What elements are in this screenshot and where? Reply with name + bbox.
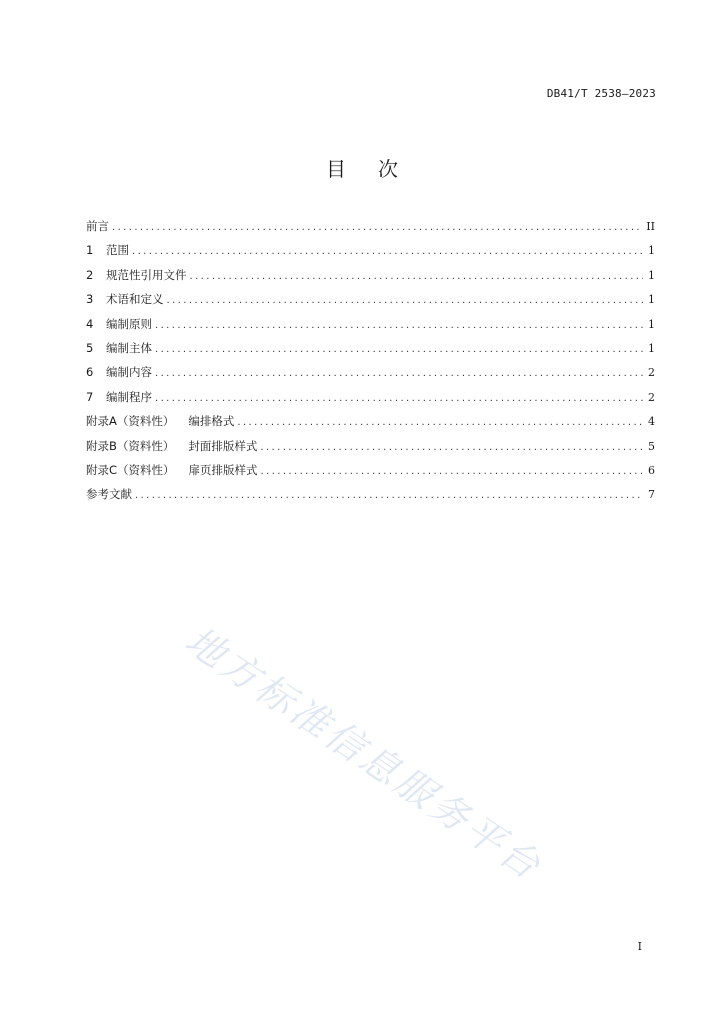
toc-entry-number: 6 [86,365,94,380]
toc-entry-annex-prefix: 附录C（资料性） [86,462,175,477]
toc-entry-number: 1 [86,243,94,258]
toc-entry-procedure[interactable] [86,389,655,413]
toc-entry-number: 3 [86,292,94,307]
page-title [0,153,724,182]
toc-entry-label: 编制内容 [106,365,152,380]
toc-entry-page: II [646,220,655,233]
toc-entry-page: 1 [648,244,655,258]
toc-leader-dots [190,271,644,282]
toc-entry-label: 编排格式 [188,414,235,429]
toc-leader-dots [132,246,643,257]
toc-entry-annex-a[interactable] [86,413,655,437]
page-title-char-2: 次 [378,157,398,181]
toc-leader-dots [155,320,643,331]
toc-entry-label: 规范性引用文件 [106,267,187,282]
toc-entry-annex-prefix: 附录A（资料性） [86,414,175,429]
toc-entry-label: 编制主体 [106,340,152,355]
toc-entry-label: 前言 [86,219,109,233]
toc-entry-label: 范围 [106,243,129,258]
toc-entry-page: 1 [648,317,655,331]
toc-entry-page: 7 [648,488,655,502]
toc-entry-number: 5 [86,340,94,355]
toc-entry-number: 7 [86,389,94,404]
toc-entry-annex-c[interactable] [86,462,655,486]
toc-entry-normative-references[interactable] [86,267,655,291]
toc-entry-terms-definitions[interactable] [86,291,655,315]
toc-leader-dots [261,466,643,477]
toc-entry-principles[interactable] [86,316,655,340]
toc-entry-page: 5 [648,439,655,453]
page-number: I [637,940,642,953]
toc-leader-dots [260,442,643,453]
toc-entry-annex-b[interactable] [86,438,655,462]
toc-entry-page: 6 [648,463,655,477]
toc-leader-dots [155,393,643,404]
toc-entry-label: 术语和定义 [106,292,164,307]
toc-entry-foreword[interactable] [86,218,655,242]
toc-entry-number: 2 [86,267,94,282]
watermark: 地方标准信息服务平台 [177,618,551,890]
toc-entry-number: 4 [86,316,94,331]
toc-leader-dots [167,295,644,306]
toc-entry-page: 1 [648,341,655,355]
toc-entry-label: 编制程序 [106,389,152,404]
toc-leader-dots [155,368,643,379]
toc-entry-label: 封面排版样式 [188,438,258,453]
toc-entry-scope[interactable] [86,242,655,266]
standard-code: DB41/T 2538—2023 [546,87,656,100]
toc-entry-label: 参考文献 [86,487,132,502]
toc-entry-subject[interactable] [86,340,655,364]
toc-leader-dots [237,417,643,428]
toc-entry-page: 2 [648,366,655,380]
page-title-char-1: 目 [326,157,346,181]
toc-entry-bibliography[interactable] [86,486,655,510]
toc-leader-dots [135,490,643,501]
toc-entry-annex-prefix: 附录B（资料性） [86,438,175,453]
toc-entry-page: 2 [648,390,655,404]
toc-entry-content[interactable] [86,364,655,388]
toc-entry-label: 编制原则 [106,316,152,331]
toc-entry-page: 4 [648,415,655,429]
toc-entry-page: 1 [648,268,655,282]
toc-leader-dots [112,222,642,233]
toc-entry-page: 1 [648,293,655,307]
table-of-contents [86,218,655,511]
toc-leader-dots [155,344,643,355]
toc-entry-label: 扉页排版样式 [188,462,258,477]
